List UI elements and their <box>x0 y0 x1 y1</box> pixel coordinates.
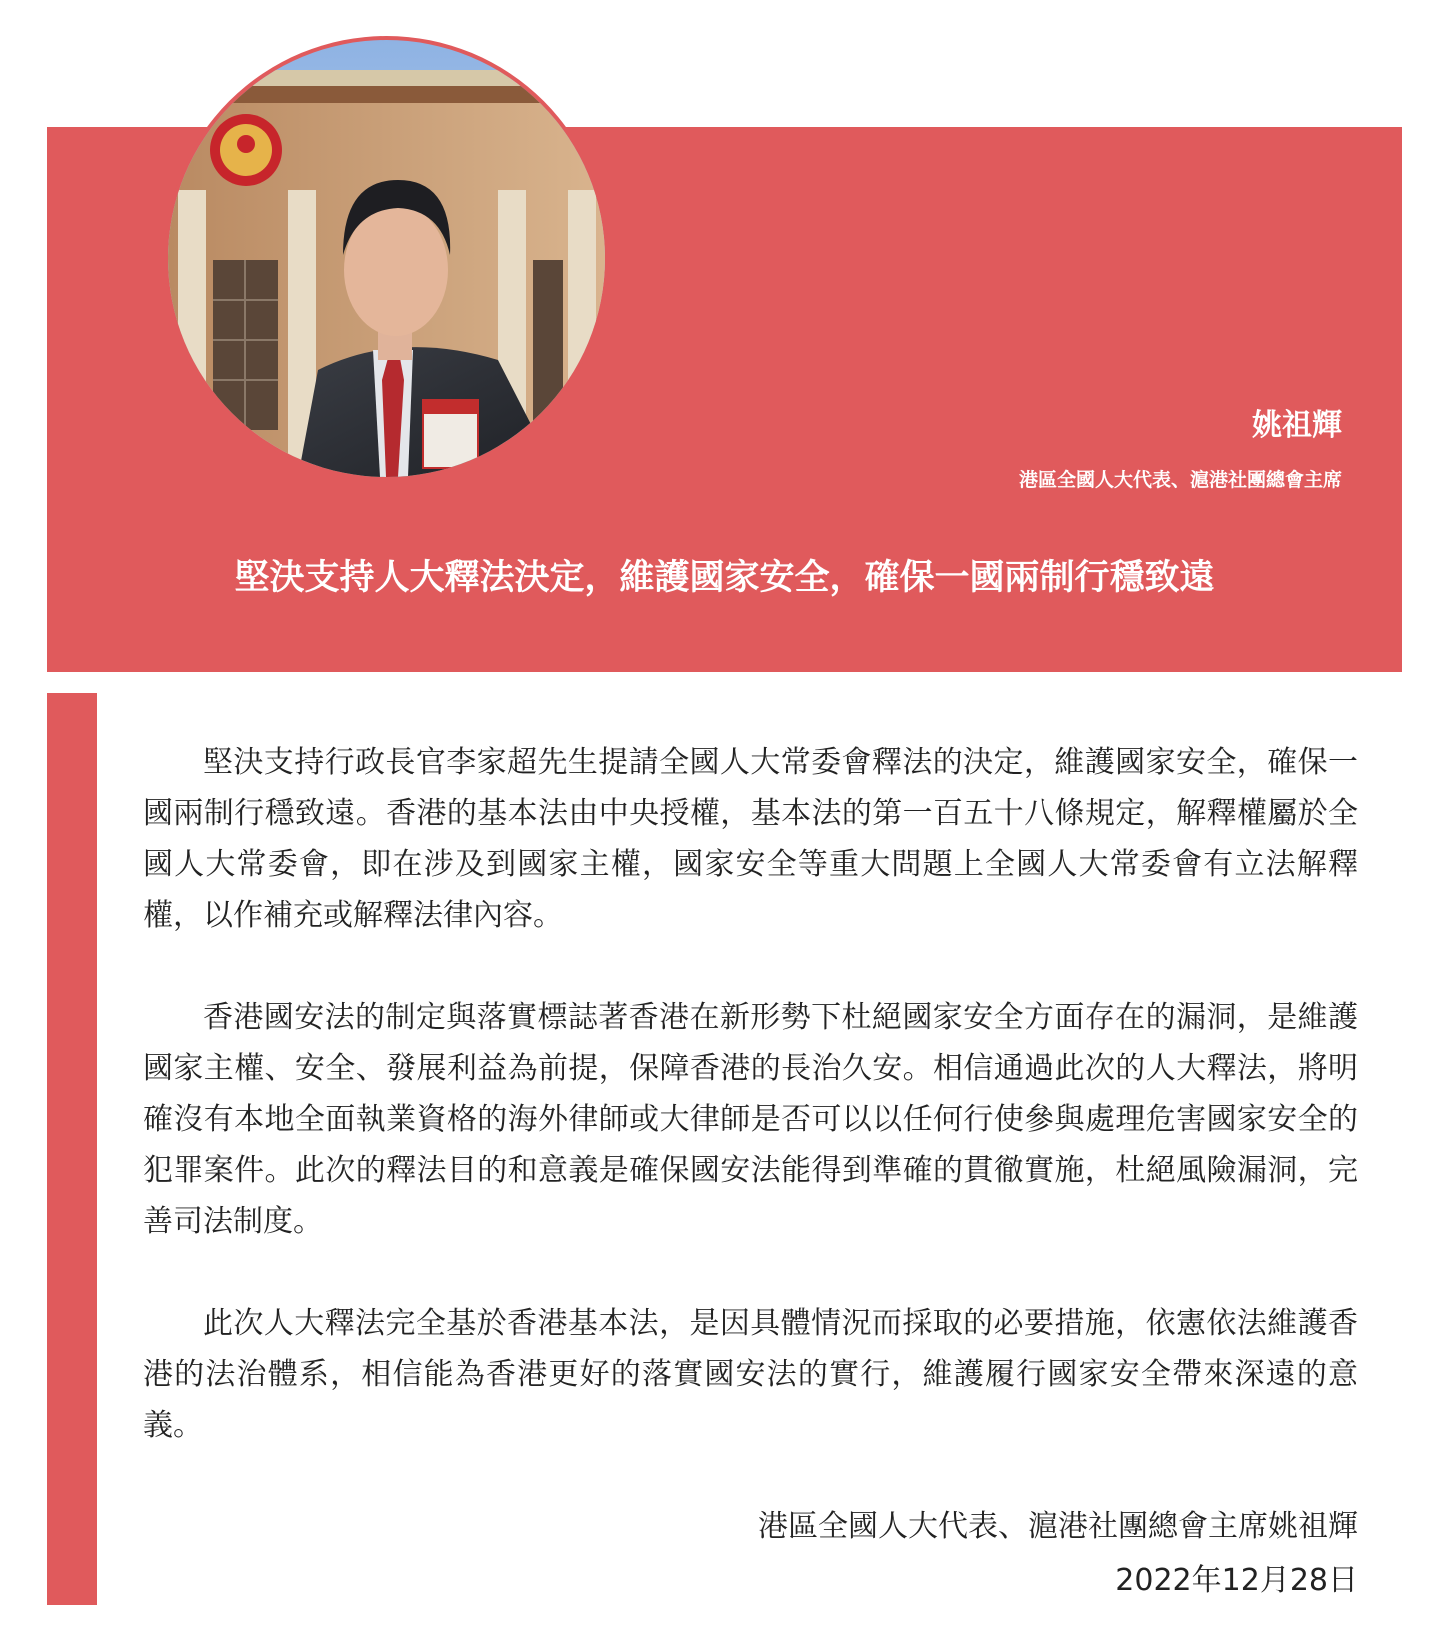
article-paragraph: 此次人大釋法完全基於香港基本法，是因具體情況而採取的必要措施，依憲依法維護香港的法治體系，相信能為香港更好的落實國安法的實行，維護履行國家安全帶來深遠的意義。 <box>143 1306 1358 1443</box>
accent-side-bar <box>47 693 97 1605</box>
signature-block <box>758 1500 1358 1608</box>
article-body <box>143 737 1358 1502</box>
signature-author: 港區全國人大代表、滬港社團總會主席姚祖輝 <box>758 1509 1358 1544</box>
article-paragraph: 香港國安法的制定與落實標誌著香港在新形勢下杜絕國家安全方面存在的漏洞，是維護國家主權、安全、發展利益為前提，保障香港的長治久安。相信通過此次的人大釋法，將明確沒有本地全面執業資格的海外律師或大律師是否可以以任何行使參與處理危害國家安全的犯罪案件。此次的釋法目的和意義是確保國安法能得到準確的貫徹實施，杜絕風險漏洞，完善司法制度。 <box>143 1000 1358 1239</box>
author-portrait <box>168 40 605 477</box>
signature-date: 2022年12月28日 <box>1115 1563 1358 1598</box>
author-role: 港區全國人大代表、滬港社團總會主席 <box>1018 469 1342 491</box>
headline: 堅決支持人大釋法決定，維護國家安全，確保一國兩制行穩致遠 <box>234 558 1215 598</box>
author-name: 姚祖輝 <box>1252 408 1342 443</box>
article-paragraph: 堅決支持行政長官李家超先生提請全國人大常委會釋法的決定，維護國家安全，確保一國兩制行穩致遠。香港的基本法由中央授權，基本法的第一百五十八條規定，解釋權屬於全國人大常委會，即在涉及到國家主權，國家安全等重大問題上全國人大常委會有立法解釋權，以作補充或解釋法律內容。 <box>143 745 1358 933</box>
portrait-photo <box>168 40 605 477</box>
